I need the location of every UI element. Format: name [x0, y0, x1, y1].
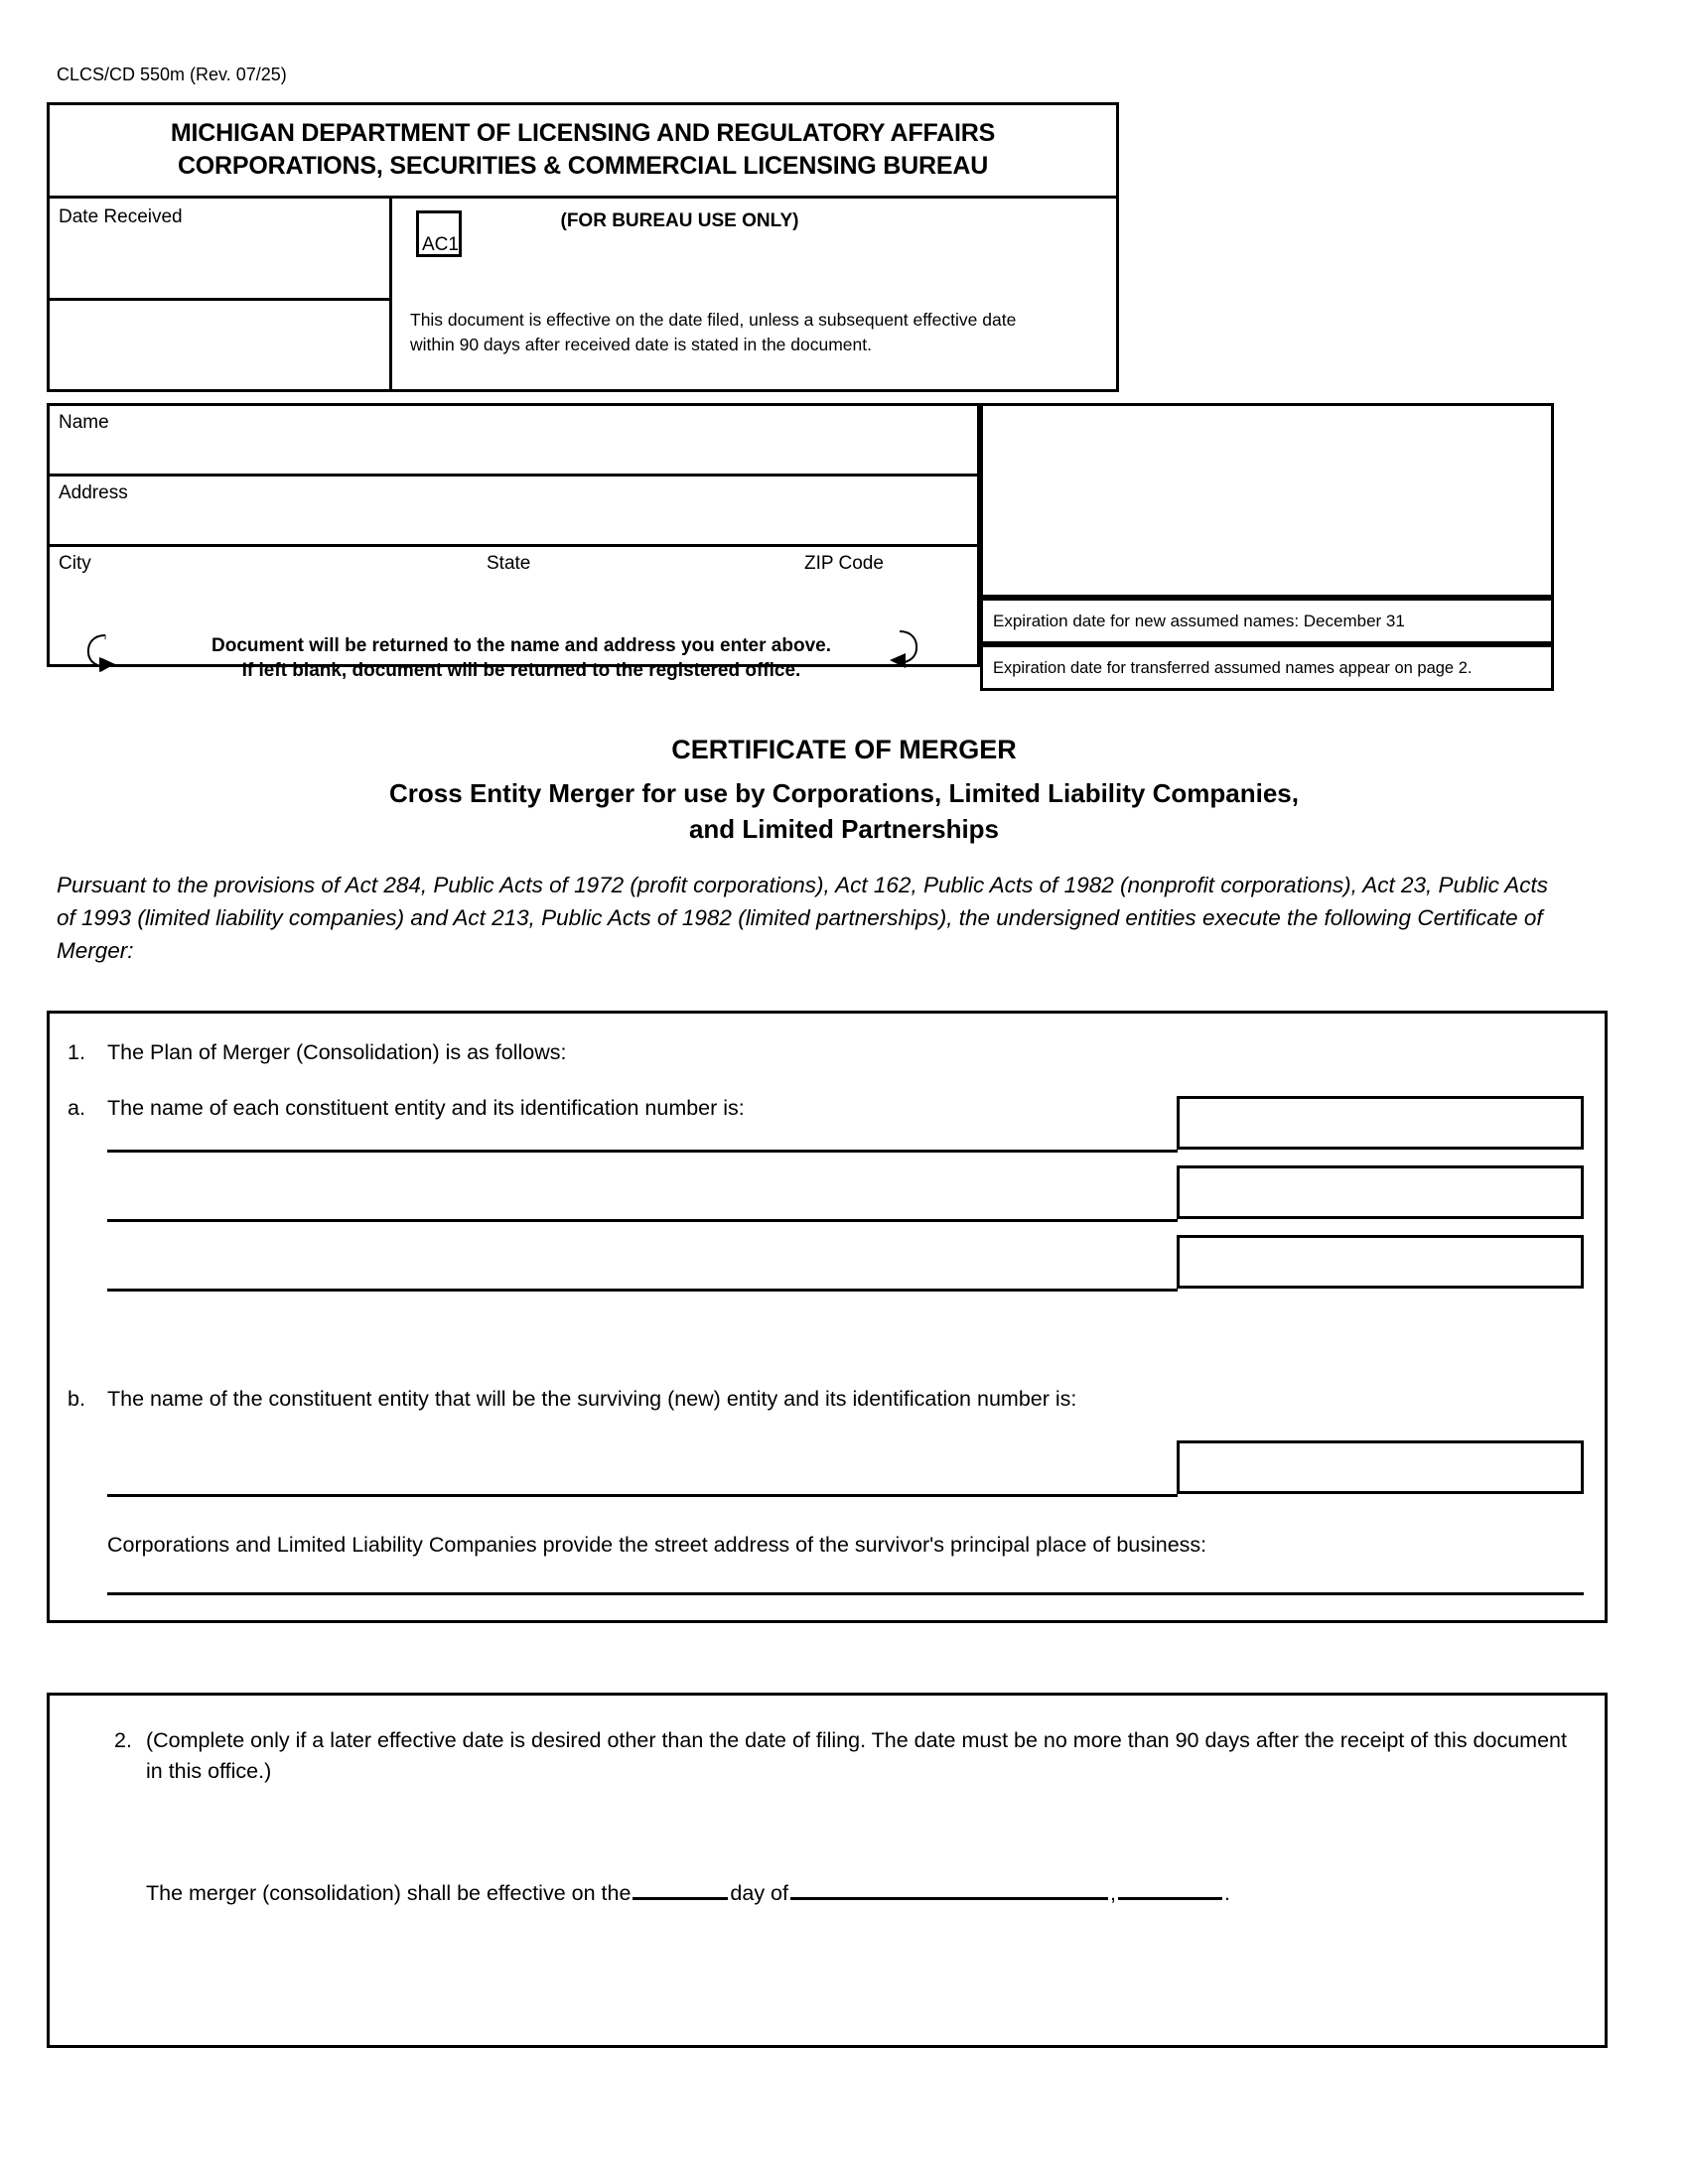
section-2-number: 2.: [114, 1728, 132, 1752]
agency-title-line2: CORPORATIONS, SECURITIES & COMMERCIAL LICENSING BUREAU: [177, 152, 989, 180]
expiration-new-assumed-names: Expiration date for new assumed names: December 31: [980, 598, 1554, 644]
entity-name-line-1[interactable]: [107, 1150, 1178, 1153]
certificate-title: CERTIFICATE OF MERGER: [671, 735, 1017, 764]
entity-id-box-1[interactable]: [1177, 1096, 1584, 1150]
ac1-code-box: AC1: [416, 210, 462, 257]
certificate-subtitle-line1: Cross Entity Merger for use by Corporations, Limited Liability Companies,: [389, 778, 1299, 808]
date-received-column: [50, 199, 392, 389]
date-received-field[interactable]: [50, 301, 389, 389]
section-2-box: [47, 1693, 1608, 2048]
state-label: State: [487, 553, 531, 574]
agency-title-line1: MICHIGAN DEPARTMENT OF LICENSING AND REGULATORY AFFAIRS: [170, 119, 996, 147]
address-field-row[interactable]: [50, 477, 977, 547]
return-address-fields: [47, 403, 980, 667]
entity-id-box-3[interactable]: [1177, 1235, 1584, 1289]
agency-title: [50, 105, 1116, 196]
certificate-subtitle: [0, 776, 1688, 848]
effective-date-comma: ,: [1109, 1881, 1116, 1905]
section-2-text: (Complete only if a later effective date is desired other than the date of filing. The date must be no more than 90 days after the receipt of this document in this office.): [146, 1728, 1567, 1783]
item-a-text: The name of each constituent entity and its identification number is:: [107, 1096, 745, 1120]
section-1-heading: The Plan of Merger (Consolidation) is as follows:: [107, 1040, 567, 1064]
surviving-entity-id-box[interactable]: [1177, 1440, 1584, 1494]
section-1-number: 1.: [68, 1040, 85, 1064]
form-number: CLCS/CD 550m (Rev. 07/25): [57, 65, 287, 84]
section-1-box: [47, 1011, 1608, 1623]
street-address-instruction: Corporations and Limited Liability Companies provide the street address of the survivor's principal place of business:: [107, 1533, 1207, 1557]
entity-name-line-2[interactable]: [107, 1219, 1178, 1222]
expiration-transferred-assumed-names: Expiration date for transferred assumed names appear on page 2.: [980, 644, 1554, 691]
bureau-use-only-label: (FOR BUREAU USE ONLY): [560, 210, 799, 231]
effective-date-prefix: The merger (consolidation) shall be effective on the: [146, 1881, 632, 1905]
return-notice: [89, 633, 953, 684]
zip-code-label: ZIP Code: [804, 553, 884, 574]
name-label: Name: [59, 412, 109, 433]
effective-date-note: This document is effective on the date filed, unless a subsequent effective date within 90 days after received date is stated in the document.: [410, 310, 1017, 355]
return-notice-line1: Document will be returned to the name and address you enter above.: [211, 635, 831, 656]
entity-name-line-3[interactable]: [107, 1289, 1178, 1292]
effective-date-mid: day of: [730, 1881, 788, 1905]
effective-day-blank[interactable]: [633, 1880, 728, 1900]
effective-month-blank[interactable]: [790, 1880, 1108, 1900]
certificate-subtitle-line2: and Limited Partnerships: [688, 813, 1000, 844]
item-b-letter: b.: [68, 1387, 85, 1411]
date-received-label: Date Received: [59, 206, 183, 227]
name-field-row[interactable]: [50, 406, 977, 477]
entity-id-box-2[interactable]: [1177, 1165, 1584, 1219]
item-b-text: The name of the constituent entity that will be the surviving (new) entity and its identification number is:: [107, 1387, 1077, 1411]
effective-date-line: [146, 1880, 1230, 1905]
bureau-stamp-box: [980, 403, 1554, 598]
effective-year-blank[interactable]: [1118, 1880, 1222, 1900]
item-a-letter: a.: [68, 1096, 85, 1120]
agency-header-box: [47, 102, 1119, 392]
address-label: Address: [59, 482, 128, 503]
effective-date-period: .: [1223, 1881, 1230, 1905]
bureau-row: [50, 196, 1116, 389]
curved-arrow-right-icon: [882, 627, 921, 671]
pursuant-paragraph: Pursuant to the provisions of Act 284, Public Acts of 1972 (profit corporations), Act 162, Public Acts of 1982 (nonprofit corporations), Act 23, Public Acts of 1993 (limited liability companies) and Act 213, Public Acts of 1982 (limited partnerships), the undersigned entities execute the following Certificate of Merger:: [57, 873, 1549, 964]
survivor-street-address-line[interactable]: [107, 1592, 1584, 1595]
surviving-entity-name-line[interactable]: [107, 1494, 1178, 1497]
city-label: City: [59, 553, 91, 574]
date-received-header: [50, 199, 389, 301]
return-notice-line2: If left blank, document will be returned to the registered office.: [241, 660, 801, 682]
bureau-use-column: [392, 199, 1116, 389]
